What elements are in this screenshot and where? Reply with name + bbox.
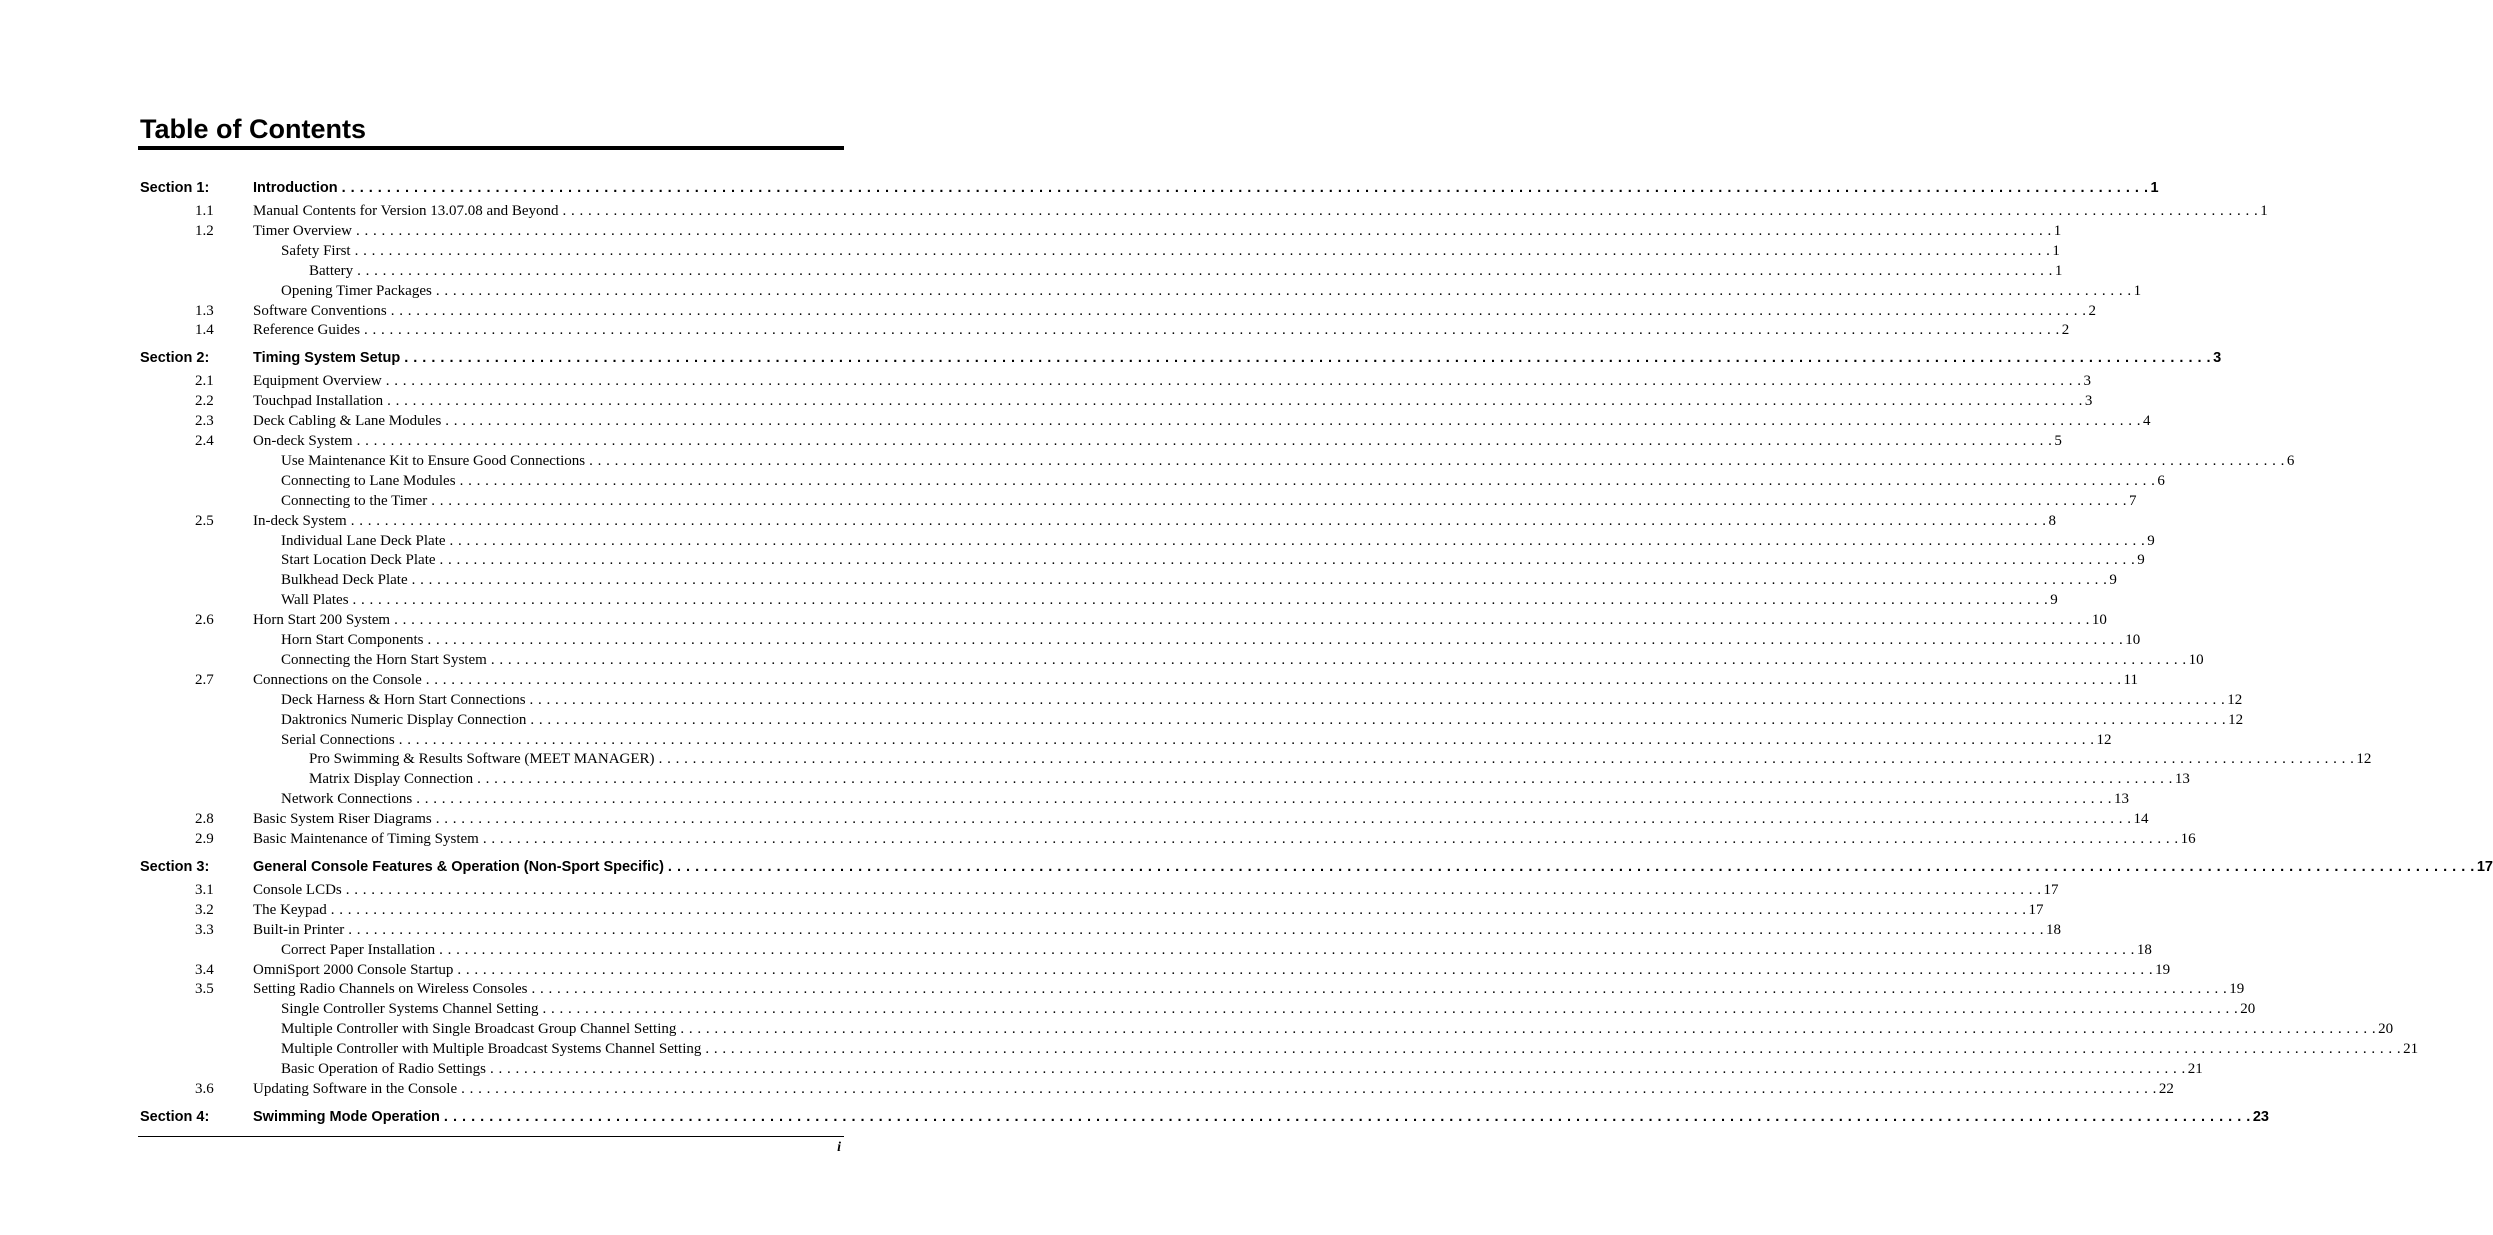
toc-section-title: Timing System Setup bbox=[253, 350, 401, 367]
page-number: i bbox=[837, 1140, 841, 1155]
toc-page-number: 5 bbox=[2054, 433, 2062, 449]
toc-entry-number: 2.7 bbox=[195, 671, 214, 688]
toc-section-number: Section 3: bbox=[140, 858, 210, 875]
dot-leader: . . . . . . . . . . . . . . . . . . . . . . . . . . . . . . . . . . . . . . . . . . . . . . . . . . . . . . . . . . . . . . . . . . . . . . . . . . . . . . . . . . . . . . . . . . . . . . . . . . . . . . . . . . . . . . . . . . . . . . . . . . . . . . . . . . . . . . . . . . . . . . . . . . . . . . . . . . . . . . . . . . . . . . . . . . . . . . . . . . . . . . . . . . . . . . . . . . . . . . . . bbox=[457, 961, 2154, 978]
toc-entry bbox=[281, 241, 2060, 261]
dot-leader: . . . . . . . . . . . . . . . . . . . . . . . . . . . . . . . . . . . . . . . . . . . . . . . . . . . . . . . . . . . . . . . . . . . . . . . . . . . . . . . . . . . . . . . . . . . . . . . . . . . . . . . . . . . . . . . . . . . . . . . . . . . . . . . . . . . . . . . . . . . . . . . . . . . . . . . . . . . . . . . . . . . . . . . . . . . . . . . . . . . . . . . . . . . . . . . . . . . . . . . . bbox=[477, 771, 2173, 788]
toc-entry-title: Connecting to the Timer bbox=[281, 492, 428, 509]
dot-leader: . . . . . . . . . . . . . . . . . . . . . . . . . . . . . . . . . . . . . . . . . . . . . . . . . . . . . . . . . . . . . . . . . . . . . . . . . . . . . . . . . . . . . . . . . . . . . . . . . . . . . . . . . . . . . . . . . . . . . . . . . . . . . . . . . . . . . . . . . . . . . . . . . . . . . . . . . . . . . . . . . . . . . . . . . . . . . . . . . . . . . . . . . . . . . . . . . . . . . . . . bbox=[531, 981, 2228, 998]
dot-leader: . . . . . . . . . . . . . . . . . . . . . . . . . . . . . . . . . . . . . . . . . . . . . . . . . . . . . . . . . . . . . . . . . . . . . . . . . . . . . . . . . . . . . . . . . . . . . . . . . . . . . . . . . . . . . . . . . . . . . . . . . . . . . . . . . . . . . . . . . . . . . . . . . . . . . . . . . . . . . . . . . . . . . . . . . . . . . . . . . . . . . . . . . . . . . . . . . . . . . . . . bbox=[411, 572, 2108, 589]
toc-entry-row[interactable] bbox=[0, 451, 2295, 471]
toc-page-number: 6 bbox=[2286, 452, 2295, 469]
dot-leader: . . . . . . . . . . . . . . . . . . . . . . . . . . . . . . . . . . . . . . . . . . . . . . . . . . . . . . . . . . . . . . . . . . . . . . . . . . . . . . . . . . . . . . . . . . . . . . . . . . . . . . . . . . . . . . . . . . . . . . . . . . . . . . . . . . . . . . . . . . . . . . . . . . . . . . . . . . . . . . . . . . . . . . . . . . . . . . . . . . . . . . . . . . . . . . . . . . . . . . . . bbox=[490, 651, 2187, 668]
toc-entry-title: Setting Radio Channels on Wireless Consoles bbox=[253, 981, 528, 998]
dot-leader: . . . . . . . . . . . . . . . . . . . . . . . . . . . . . . . . . . . . . . . . . . . . . . . . . . . . . . . . . . . . . . . . . . . . . . . . . . . . . . . . . . . . . . . . . . . . . . . . . . . . . . . . . . . . . . . . . . . . . . . . . . . . . . . . . . . . . . . . . . . . . . . . . . . . . . . . . . . . . . . . . . . . . . . . . . . . . . . . . . . . . . . . . . . . . . . . . . . . . . . . bbox=[416, 791, 2112, 808]
dot-leader: . . . . . . . . . . . . . . . . . . . . . . . . . . . . . . . . . . . . . . . . . . . . . . . . . . . . . . . . . . . . . . . . . . . . . . . . . . . . . . . . . . . . . . . . . . . . . . . . . . . . . . . . . . . . . . . . . . . . . . . . . . . . . . . . . . . . . . . . . . . . . . . . . . . . . . . . . . . . . . . . . . . . . . . . . . . . . . . . . . . . . . . . . . . . . . . . . . . . . . . . bbox=[330, 901, 2027, 918]
toc-section-title: Introduction bbox=[253, 180, 338, 196]
toc-entry bbox=[253, 201, 2268, 221]
toc-entry-number: 1.3 bbox=[195, 302, 214, 319]
toc-entry bbox=[309, 769, 2190, 789]
toc-entry-title: Equipment Overview bbox=[253, 373, 382, 390]
toc-entry-number: 3.4 bbox=[195, 961, 214, 978]
toc-entry bbox=[253, 391, 2093, 411]
toc-entry-title: Single Controller Systems Channel Setting bbox=[281, 1001, 539, 1018]
toc-entry bbox=[281, 690, 2243, 710]
toc-page-number: 3 bbox=[2084, 393, 2093, 410]
toc-entry bbox=[281, 471, 2165, 491]
toc-entry bbox=[253, 829, 2196, 849]
toc-entry-title: Individual Lane Deck Plate bbox=[281, 532, 446, 549]
toc-entry-title: Use Maintenance Kit to Ensure Good Connections bbox=[281, 452, 586, 469]
toc-entry-row[interactable] bbox=[0, 241, 2060, 261]
dot-leader: . . . . . . . . . . . . . . . . . . . . . . . . . . . . . . . . . . . . . . . . . . . . . . . . . . . . . . . . . . . . . . . . . . . . . . . . . . . . . . . . . . . . . . . . . . . . . . . . . . . . . . . . . . . . . . . . . . . . . . . . . . . . . . . . . . . . . . . . . . . . . . . . . . . . . . . . . . . . . . . . . . . . . . . . . . . . . . . . . . . . . . . . . . . . . . . . . . . . . . . . bbox=[461, 1080, 2157, 1097]
toc-section-number: Section 2: bbox=[140, 350, 210, 367]
toc-entry-title: Start Location Deck Plate bbox=[281, 552, 436, 569]
toc-entry-title: Correct Paper Installation bbox=[281, 941, 436, 958]
toc-entry bbox=[281, 491, 2137, 511]
toc-entry-row[interactable] bbox=[0, 411, 2151, 431]
toc-entry-number: 2.4 bbox=[195, 433, 214, 449]
toc-entry-title: Basic Operation of Radio Settings bbox=[281, 1061, 486, 1077]
dot-leader: . . . . . . . . . . . . . . . . . . . . . . . . . . . . . . . . . . . . . . . . . . . . . . . . . . . . . . . . . . . . . . . . . . . . . . . . . . . . . . . . . . . . . . . . . . . . . . . . . . . . . . . . . . . . . . . . . . . . . . . . . . . . . . . . . . . . . . . . . . . . . . . . . . . . . . . . . . . . . . . . . . . . . . . . . . . . . . . . . . . . . . . . . . . . . . . . . . . . . . . . bbox=[364, 322, 2060, 339]
toc-entry-row[interactable] bbox=[0, 940, 2152, 960]
dot-leader: . . . . . . . . . . . . . . . . . . . . . . . . . . . . . . . . . . . . . . . . . . . . . . . . . . . . . . . . . . . . . . . . . . . . . . . . . . . . . . . . . . . . . . . . . . . . . . . . . . . . . . . . . . . . . . . . . . . . . . . . . . . . . . . . . . . . . . . . . . . . . . . . . . . . . . . . . . . . . . . . . . . . . . . . . . . . . . . . . . . . . . . . . . . . . . . . . . . . . . . . bbox=[680, 1021, 2377, 1038]
toc-entry-row[interactable] bbox=[0, 531, 2155, 551]
toc-entry-title: OmniSport 2000 Console Startup bbox=[253, 961, 454, 978]
toc-entry-title: Timer Overview bbox=[253, 222, 353, 239]
toc-entry-row[interactable] bbox=[0, 1039, 2419, 1059]
toc-page-number: 19 bbox=[2155, 961, 2171, 978]
toc-entry-title: Deck Harness & Horn Start Connections bbox=[281, 691, 526, 708]
toc-entry bbox=[253, 900, 2044, 920]
toc-entry bbox=[253, 301, 2096, 321]
dot-leader: . . . . . . . . . . . . . . . . . . . . . . . . . . . . . . . . . . . . . . . . . . . . . . . . . . . . . . . . . . . . . . . . . . . . . . . . . . . . . . . . . . . . . . . . . . . . . . . . . . . . . . . . . . . . . . . . . . . . . . . . . . . . . . . . . . . . . . . . . . . . . . . . . . . . . . . . . . . . . . . . . . . . . . . . . . . . . . . . . . . . . . . . . . . . . . . . . . . . . . . . bbox=[542, 1001, 2239, 1018]
toc-entry-row[interactable] bbox=[0, 630, 2141, 650]
toc-page-number: 20 bbox=[2240, 1001, 2256, 1018]
toc-page-number: 4 bbox=[2143, 413, 2151, 430]
toc-entry-row[interactable] bbox=[0, 900, 2044, 920]
toc-entry-number: 3.6 bbox=[195, 1080, 214, 1097]
toc-page-number: 2 bbox=[2088, 302, 2096, 319]
toc-page-number: 10 bbox=[2091, 612, 2107, 629]
toc-entry-row[interactable] bbox=[0, 261, 2063, 281]
toc-entry-title: Connections on the Console bbox=[253, 671, 422, 688]
toc-entry bbox=[281, 531, 2155, 551]
toc-entry bbox=[281, 710, 2244, 730]
toc-entry bbox=[253, 348, 2222, 368]
dot-leader: . . . . . . . . . . . . . . . . . . . . . . . . . . . . . . . . . . . . . . . . . . . . . . . . . . . . . . . . . . . . . . . . . . . . . . . . . . . . . . . . . . . . . . . . . . . . . . . . . . . . . . . . . . . . . . . . . . . . . . . . . . . . . . . . . . . . . . . . . . . . . . . . . . . . . . . . . . . . . . . . . . . . . . . . . . . . . . . . . . . . . . . . . . . . . . . . . . . . . . . . bbox=[589, 452, 2285, 469]
toc-entry-row[interactable] bbox=[0, 610, 2107, 630]
dot-leader: . . . . . . . . . . . . . . . . . . . . . . . . . . . . . . . . . . . . . . . . . . . . . . . . . . . . . . . . . . . . . . . . . . . . . . . . . . . . . . . . . . . . . . . . . . . . . . . . . . . . . . . . . . . . . . . . . . . . . . . . . . . . . . . . . . . . . . . . . . . . . . . . . . . . . . . . . . . . . . . . . . . . . . . . . . . . . . . . . . . . . . . . . . . . . . . . . . . . . . . . bbox=[398, 731, 2095, 748]
toc-page-number: 3 bbox=[2213, 350, 2222, 367]
toc-entry bbox=[281, 789, 2129, 809]
toc-entry-row[interactable] bbox=[0, 1059, 2203, 1079]
toc-page-number: 9 bbox=[2050, 592, 2058, 609]
toc-entry-title: Bulkhead Deck Plate bbox=[281, 572, 408, 589]
toc-page-number: 7 bbox=[2129, 492, 2137, 509]
dot-leader: . . . . . . . . . . . . . . . . . . . . . . . . . . . . . . . . . . . . . . . . . . . . . . . . . . . . . . . . . . . . . . . . . . . . . . . . . . . . . . . . . . . . . . . . . . . . . . . . . . . . . . . . . . . . . . . . . . . . . . . . . . . . . . . . . . . . . . . . . . . . . . . . . . . . . . . . . . . . . . . . . . . . . . . . . . . . . . . . . . . . . . . . . . . . . . . . . . . . . . . . bbox=[394, 612, 2090, 629]
toc-entry-title: In-deck System bbox=[253, 512, 347, 529]
toc-entry-row[interactable] bbox=[0, 999, 2256, 1019]
toc-entry-row[interactable] bbox=[0, 710, 2244, 730]
toc-page-number: 18 bbox=[2046, 921, 2061, 938]
toc-entry-title: Serial Connections bbox=[281, 731, 395, 748]
dot-leader: . . . . . . . . . . . . . . . . . . . . . . . . . . . . . . . . . . . . . . . . . . . . . . . . . . . . . . . . . . . . . . . . . . . . . . . . . . . . . . . . . . . . . . . . . . . . . . . . . . . . . . . . . . . . . . . . . . . . . . . . . . . . . . . . . . . . . . . . . . . . . . . . . . . . . . . . . . . . . . . . . . . . . . . . . . . . . . . . . . . . . . . . . . . . . . . . . . . . . . . . bbox=[482, 831, 2179, 847]
toc-entry bbox=[281, 1019, 2394, 1039]
toc-entry bbox=[253, 920, 2061, 940]
dot-leader: . . . . . . . . . . . . . . . . . . . . . . . . . . . . . . . . . . . . . . . . . . . . . . . . . . . . . . . . . . . . . . . . . . . . . . . . . . . . . . . . . . . . . . . . . . . . . . . . . . . . . . . . . . . . . . . . . . . . . . . . . . . . . . . . . . . . . . . . . . . . . . . . . . . . . . . . . . . . . . . . . . . . . . . . . . . . . . . . . . . . . . . . . . . . . . . . . . . . . . . . bbox=[387, 393, 2083, 410]
dot-leader: . . . . . . . . . . . . . . . . . . . . . . . . . . . . . . . . . . . . . . . . . . . . . . . . . . . . . . . . . . . . . . . . . . . . . . . . . . . . . . . . . . . . . . . . . . . . . . . . . . . . . . . . . . . . . . . . . . . . . . . . . . . . . . . . . . . . . . . . . . . . . . . . . . . . . . . . . . . . . . . . . . . . . . . . . . . . . . . . . . . . . . . . . . . . . . . . . . . . . . . . bbox=[404, 350, 2212, 367]
dot-leader: . . . . . . . . . . . . . . . . . . . . . . . . . . . . . . . . . . . . . . . . . . . . . . . . . . . . . . . . . . . . . . . . . . . . . . . . . . . . . . . . . . . . . . . . . . . . . . . . . . . . . . . . . . . . . . . . . . . . . . . . . . . . . . . . . . . . . . . . . . . . . . . . . . . . . . . . . . . . . . . . . . . . . . . . . . . . . . . . . . . . . . . . . . . . . . . . . . . . . . . . bbox=[341, 180, 2149, 196]
toc-entry-row[interactable] bbox=[0, 730, 2112, 750]
toc-entry-number: 1.4 bbox=[195, 322, 214, 339]
toc-entry bbox=[253, 670, 2138, 690]
toc-page-number: 6 bbox=[2157, 472, 2165, 489]
toc-entry bbox=[281, 940, 2152, 960]
toc-entry-row[interactable] bbox=[0, 371, 2091, 391]
toc-entry-row[interactable] bbox=[0, 570, 2117, 590]
toc-entry-title: Matrix Display Connection bbox=[309, 771, 474, 788]
toc-page-number: 1 bbox=[2150, 180, 2159, 196]
dot-leader: . . . . . . . . . . . . . . . . . . . . . . . . . . . . . . . . . . . . . . . . . . . . . . . . . . . . . . . . . . . . . . . . . . . . . . . . . . . . . . . . . . . . . . . . . . . . . . . . . . . . . . . . . . . . . . . . . . . . . . . . . . . . . . . . . . . . . . . . . . . . . . . . . . . . . . . . . . . . . . . . . . . . . . . . . . . . . . . . . . . . . . . . . . . . . . . . . . . . . . . . bbox=[449, 532, 2146, 549]
toc-entry-title: Multiple Controller with Multiple Broadcast Systems Channel Setting bbox=[281, 1041, 702, 1058]
dot-leader: . . . . . . . . . . . . . . . . . . . . . . . . . . . . . . . . . . . . . . . . . . . . . . . . . . . . . . . . . . . . . . . . . . . . . . . . . . . . . . . . . . . . . . . . . . . . . . . . . . . . . . . . . . . . . . . . . . . . . . . . . . . . . . . . . . . . . . . . . . . . . . . . . . . . . . . . . . . . . . . . . . . . . . . . . . . . . . . . . . . . . . . . . . . . . . . . . . . . . . . . bbox=[667, 858, 2475, 875]
toc-page-number: 13 bbox=[2174, 771, 2190, 788]
toc-entry bbox=[281, 550, 2145, 570]
toc-entry-row[interactable] bbox=[0, 960, 2171, 980]
dot-leader: . . . . . . . . . . . . . . . . . . . . . . . . . . . . . . . . . . . . . . . . . . . . . . . . . . . . . . . . . . . . . . . . . . . . . . . . . . . . . . . . . . . . . . . . . . . . . . . . . . . . . . . . . . . . . . . . . . . . . . . . . . . . . . . . . . . . . . . . . . . . . . . . . . . . . . . . . . . . . . . . . . . . . . . . . . . . . . . . . . . . . . . . . . . . . . . . . . . . . . . . bbox=[459, 472, 2156, 489]
toc-entry bbox=[253, 880, 2059, 900]
toc-entry-number: 2.5 bbox=[195, 512, 214, 529]
toc-entry-title: Multiple Controller with Single Broadcast Group Channel Setting bbox=[281, 1021, 677, 1038]
toc-entry bbox=[281, 730, 2112, 750]
toc-entry-number: 3.5 bbox=[195, 981, 214, 998]
toc-entry-row[interactable] bbox=[0, 491, 2137, 511]
toc-entry-number: 2.8 bbox=[195, 811, 214, 828]
toc-entry-row[interactable] bbox=[0, 769, 2190, 789]
toc-page-number: 8 bbox=[2048, 512, 2056, 529]
toc-entry-row[interactable] bbox=[0, 920, 2061, 940]
toc-entry-title: Reference Guides bbox=[253, 322, 361, 339]
toc-entry bbox=[253, 511, 2056, 531]
dot-leader: . . . . . . . . . . . . . . . . . . . . . . . . . . . . . . . . . . . . . . . . . . . . . . . . . . . . . . . . . . . . . . . . . . . . . . . . . . . . . . . . . . . . . . . . . . . . . . . . . . . . . . . . . . . . . . . . . . . . . . . . . . . . . . . . . . . . . . . . . . . . . . . . . . . . . . . . . . . . . . . . . . . . . . . . . . . . . . . . . . . . . . . . . . . . . . . . . . . . . . . . bbox=[530, 711, 2227, 728]
dot-leader: . . . . . . . . . . . . . . . . . . . . . . . . . . . . . . . . . . . . . . . . . . . . . . . . . . . . . . . . . . . . . . . . . . . . . . . . . . . . . . . . . . . . . . . . . . . . . . . . . . . . . . . . . . . . . . . . . . . . . . . . . . . . . . . . . . . . . . . . . . . . . . . . . . . . . . . . . . . . . . . . . . . . . . . . . . . . . . . . . . . . . . . . . . . . . . . . . . . . . . . . bbox=[435, 282, 2132, 299]
toc-entry bbox=[253, 371, 2091, 391]
toc-page-number: 13 bbox=[2113, 791, 2129, 808]
dot-leader: . . . . . . . . . . . . . . . . . . . . . . . . . . . . . . . . . . . . . . . . . . . . . . . . . . . . . . . . . . . . . . . . . . . . . . . . . . . . . . . . . . . . . . . . . . . . . . . . . . . . . . . . . . . . . . . . . . . . . . . . . . . . . . . . . . . . . . . . . . . . . . . . . . . . . . . . . . . . . . . . . . . . . . . . . . . . . . . . . . . . . . . . . . . . . . . . . . . . . . . . bbox=[357, 262, 2053, 279]
toc-entry-number: 2.9 bbox=[195, 831, 214, 847]
toc-entry bbox=[281, 570, 2117, 590]
toc-page-number: 21 bbox=[2187, 1061, 2203, 1077]
toc-entry-row[interactable] bbox=[0, 670, 2138, 690]
toc-page-number: 17 bbox=[2028, 901, 2044, 918]
toc-entry-number: 3.3 bbox=[195, 921, 214, 938]
toc-entry-title: Horn Start 200 System bbox=[253, 612, 391, 629]
dot-leader: . . . . . . . . . . . . . . . . . . . . . . . . . . . . . . . . . . . . . . . . . . . . . . . . . . . . . . . . . . . . . . . . . . . . . . . . . . . . . . . . . . . . . . . . . . . . . . . . . . . . . . . . . . . . . . . . . . . . . . . . . . . . . . . . . . . . . . . . . . . . . . . . . . . . . . . . . . . . . . . . . . . . . . . . . . . . . . . . . . . . . . . . . . . . . . . . . . . . . . . . bbox=[705, 1041, 2402, 1058]
dot-leader: . . . . . . . . . . . . . . . . . . . . . . . . . . . . . . . . . . . . . . . . . . . . . . . . . . . . . . . . . . . . . . . . . . . . . . . . . . . . . . . . . . . . . . . . . . . . . . . . . . . . . . . . . . . . . . . . . . . . . . . . . . . . . . . . . . . . . . . . . . . . . . . . . . . . . . . . . . . . . . . . . . . . . . . . . . . . . . . . . . . . . . . . . . . . . . . . . . . . . . . . bbox=[529, 691, 2226, 708]
toc-entry-number: 1.2 bbox=[195, 222, 214, 239]
toc-page-number: 2 bbox=[2061, 322, 2070, 339]
toc-entry bbox=[281, 451, 2295, 471]
dot-leader: . . . . . . . . . . . . . . . . . . . . . . . . . . . . . . . . . . . . . . . . . . . . . . . . . . . . . . . . . . . . . . . . . . . . . . . . . . . . . . . . . . . . . . . . . . . . . . . . . . . . . . . . . . . . . . . . . . . . . . . . . . . . . . . . . . . . . . . . . . . . . . . . . . . . . . . . . . . . . . . . . . . . . . . . . . . . . . . . . . . . . . . . . . . . . . . . . . . . . . . . bbox=[345, 881, 2042, 898]
toc-entry-row[interactable] bbox=[0, 590, 2058, 610]
dot-leader: . . . . . . . . . . . . . . . . . . . . . . . . . . . . . . . . . . . . . . . . . . . . . . . . . . . . . . . . . . . . . . . . . . . . . . . . . . . . . . . . . . . . . . . . . . . . . . . . . . . . . . . . . . . . . . . . . . . . . . . . . . . . . . . . . . . . . . . . . . . . . . . . . . . . . . . . . . . . . . . . . . . . . . . . . . . . . . . . . . . . . . . . . . . . . . . . . . . . . . . . bbox=[443, 1108, 2251, 1125]
toc-entry bbox=[253, 610, 2107, 630]
toc-page-number: 18 bbox=[2136, 941, 2152, 958]
toc-section-row[interactable] bbox=[0, 178, 2159, 198]
toc-page-number: 10 bbox=[2188, 651, 2204, 668]
toc-page-number: 9 bbox=[2147, 532, 2155, 549]
toc-entry-row[interactable] bbox=[0, 221, 2062, 241]
dot-leader: . . . . . . . . . . . . . . . . . . . . . . . . . . . . . . . . . . . . . . . . . . . . . . . . . . . . . . . . . . . . . . . . . . . . . . . . . . . . . . . . . . . . . . . . . . . . . . . . . . . . . . . . . . . . . . . . . . . . . . . . . . . . . . . . . . . . . . . . . . . . . . . . . . . . . . . . . . . . . . . . . . . . . . . . . . . . . . . . . . . . . . . . . . . . . . . . . . . . . . . . bbox=[445, 413, 2142, 430]
toc-entry-number: 2.1 bbox=[195, 373, 214, 390]
toc-entry-title: Updating Software in the Console bbox=[253, 1080, 458, 1097]
toc-section-number: Section 4: bbox=[140, 1108, 210, 1125]
toc-entry bbox=[253, 857, 2493, 877]
toc-entry-row[interactable] bbox=[0, 979, 2245, 999]
toc-entry-row[interactable] bbox=[0, 281, 2142, 301]
toc-entry bbox=[253, 979, 2245, 999]
toc-entry bbox=[253, 809, 2149, 829]
toc-entry bbox=[253, 411, 2151, 431]
dot-leader: . . . . . . . . . . . . . . . . . . . . . . . . . . . . . . . . . . . . . . . . . . . . . . . . . . . . . . . . . . . . . . . . . . . . . . . . . . . . . . . . . . . . . . . . . . . . . . . . . . . . . . . . . . . . . . . . . . . . . . . . . . . . . . . . . . . . . . . . . . . . . . . . . . . . . . . . . . . . . . . . . . . . . . . . . . . . . . . . . . . . . . . . . . . . . . . . . . . . . . . . bbox=[439, 552, 2136, 569]
toc-entry-title: The Keypad bbox=[253, 901, 327, 918]
toc-entry-row[interactable] bbox=[0, 749, 2372, 769]
toc-entry-row[interactable] bbox=[0, 471, 2165, 491]
toc-entry-row[interactable] bbox=[0, 809, 2149, 829]
toc-entry bbox=[253, 1107, 2269, 1127]
toc-page-number: 10 bbox=[2125, 632, 2141, 648]
toc-entry-row[interactable] bbox=[0, 829, 2196, 849]
toc-section-row[interactable] bbox=[0, 857, 2493, 877]
toc-entry-title: Basic Maintenance of Timing System bbox=[253, 831, 479, 847]
toc-entry-number: 2.6 bbox=[195, 612, 214, 629]
dot-leader: . . . . . . . . . . . . . . . . . . . . . . . . . . . . . . . . . . . . . . . . . . . . . . . . . . . . . . . . . . . . . . . . . . . . . . . . . . . . . . . . . . . . . . . . . . . . . . . . . . . . . . . . . . . . . . . . . . . . . . . . . . . . . . . . . . . . . . . . . . . . . . . . . . . . . . . . . . . . . . . . . . . . . . . . . . . . . . . . . . . . . . . . . . . . . . . . . . . . . . . . bbox=[350, 512, 2047, 529]
toc-entry-title: Opening Timer Packages bbox=[281, 282, 432, 299]
toc-page-number: 23 bbox=[2252, 1108, 2269, 1125]
dot-leader: . . . . . . . . . . . . . . . . . . . . . . . . . . . . . . . . . . . . . . . . . . . . . . . . . . . . . . . . . . . . . . . . . . . . . . . . . . . . . . . . . . . . . . . . . . . . . . . . . . . . . . . . . . . . . . . . . . . . . . . . . . . . . . . . . . . . . . . . . . . . . . . . . . . . . . . . . . . . . . . . . . . . . . . . . . . . . . . . . . . . . . . . . . . . . . . . . . . . . . . . bbox=[658, 751, 2355, 768]
title-rule bbox=[138, 146, 844, 150]
toc-entry-title: Daktronics Numeric Display Connection bbox=[281, 711, 527, 728]
toc-entry-row[interactable] bbox=[0, 201, 2268, 221]
toc-entry bbox=[309, 749, 2372, 769]
toc-entry bbox=[253, 431, 2062, 451]
dot-leader: . . . . . . . . . . . . . . . . . . . . . . . . . . . . . . . . . . . . . . . . . . . . . . . . . . . . . . . . . . . . . . . . . . . . . . . . . . . . . . . . . . . . . . . . . . . . . . . . . . . . . . . . . . . . . . . . . . . . . . . . . . . . . . . . . . . . . . . . . . . . . . . . . . . . . . . . . . . . . . . . . . . . . . . . . . . . . . . . . . . . . . . . . . . . . . . . . . . . . . . . bbox=[385, 373, 2082, 390]
dot-leader: . . . . . . . . . . . . . . . . . . . . . . . . . . . . . . . . . . . . . . . . . . . . . . . . . . . . . . . . . . . . . . . . . . . . . . . . . . . . . . . . . . . . . . . . . . . . . . . . . . . . . . . . . . . . . . . . . . . . . . . . . . . . . . . . . . . . . . . . . . . . . . . . . . . . . . . . . . . . . . . . . . . . . . . . . . . . . . . . . . . . . . . . . . . . . . . . . . . . . . . . bbox=[425, 671, 2122, 688]
dot-leader: . . . . . . . . . . . . . . . . . . . . . . . . . . . . . . . . . . . . . . . . . . . . . . . . . . . . . . . . . . . . . . . . . . . . . . . . . . . . . . . . . . . . . . . . . . . . . . . . . . . . . . . . . . . . . . . . . . . . . . . . . . . . . . . . . . . . . . . . . . . . . . . . . . . . . . . . . . . . . . . . . . . . . . . . . . . . . . . . . . . . . . . . . . . . . . . . . . . . . . . . bbox=[390, 302, 2087, 319]
toc-page-number: 1 bbox=[2053, 222, 2062, 239]
toc-entry-title: Wall Plates bbox=[281, 592, 349, 609]
toc-entry-number: 2.2 bbox=[195, 393, 214, 410]
toc-entry-row[interactable] bbox=[0, 301, 2096, 321]
toc-entry bbox=[281, 630, 2141, 650]
toc-entry bbox=[253, 178, 2159, 198]
dot-leader: . . . . . . . . . . . . . . . . . . . . . . . . . . . . . . . . . . . . . . . . . . . . . . . . . . . . . . . . . . . . . . . . . . . . . . . . . . . . . . . . . . . . . . . . . . . . . . . . . . . . . . . . . . . . . . . . . . . . . . . . . . . . . . . . . . . . . . . . . . . . . . . . . . . . . . . . . . . . . . . . . . . . . . . . . . . . . . . . . . . . . . . . . . . . . . . . . . . . . . . . bbox=[354, 242, 2051, 259]
toc-page-number: 16 bbox=[2180, 831, 2196, 847]
toc-entry-title: Connecting the Horn Start System bbox=[281, 651, 487, 668]
toc-section-row[interactable] bbox=[0, 348, 2222, 368]
toc-page-number: 9 bbox=[2109, 572, 2117, 589]
dot-leader: . . . . . . . . . . . . . . . . . . . . . . . . . . . . . . . . . . . . . . . . . . . . . . . . . . . . . . . . . . . . . . . . . . . . . . . . . . . . . . . . . . . . . . . . . . . . . . . . . . . . . . . . . . . . . . . . . . . . . . . . . . . . . . . . . . . . . . . . . . . . . . . . . . . . . . . . . . . . . . . . . . . . . . . . . . . . . . . . . . . . . . . . . . . . . . . . . . . . . . . . bbox=[356, 222, 2052, 239]
toc-entry-number: 1.1 bbox=[195, 203, 214, 219]
toc-entry-row[interactable] bbox=[0, 1019, 2394, 1039]
toc-page-number: 1 bbox=[2052, 242, 2060, 259]
toc-page-number: 20 bbox=[2378, 1021, 2394, 1038]
toc-entry-number: 2.3 bbox=[195, 413, 214, 430]
toc-entry-row[interactable] bbox=[0, 1079, 2174, 1099]
toc-entry-title: Touchpad Installation bbox=[253, 393, 384, 410]
toc-page-number: 21 bbox=[2403, 1041, 2419, 1058]
toc-entry-title: Built-in Printer bbox=[253, 921, 345, 938]
toc-page-number: 1 bbox=[2054, 262, 2063, 279]
toc-entry bbox=[253, 1079, 2174, 1099]
dot-leader: . . . . . . . . . . . . . . . . . . . . . . . . . . . . . . . . . . . . . . . . . . . . . . . . . . . . . . . . . . . . . . . . . . . . . . . . . . . . . . . . . . . . . . . . . . . . . . . . . . . . . . . . . . . . . . . . . . . . . . . . . . . . . . . . . . . . . . . . . . . . . . . . . . . . . . . . . . . . . . . . . . . . . . . . . . . . . . . . . . . . . . . . . . . . . . . . . . . . . . . . bbox=[489, 1061, 2186, 1077]
toc-page-number: 12 bbox=[2228, 711, 2244, 728]
toc-entry bbox=[281, 590, 2058, 610]
toc-entry bbox=[281, 281, 2142, 301]
toc-entry-title: Basic System Riser Diagrams bbox=[253, 811, 432, 828]
dot-leader: . . . . . . . . . . . . . . . . . . . . . . . . . . . . . . . . . . . . . . . . . . . . . . . . . . . . . . . . . . . . . . . . . . . . . . . . . . . . . . . . . . . . . . . . . . . . . . . . . . . . . . . . . . . . . . . . . . . . . . . . . . . . . . . . . . . . . . . . . . . . . . . . . . . . . . . . . . . . . . . . . . . . . . . . . . . . . . . . . . . . . . . . . . . . . . . . . . . . . . . . bbox=[352, 592, 2049, 609]
footer-rule bbox=[138, 1136, 844, 1137]
toc-page-number: 12 bbox=[2356, 751, 2372, 768]
toc-page-number: 12 bbox=[2227, 691, 2243, 708]
toc-page-number: 12 bbox=[2096, 731, 2112, 748]
toc-section-number: Section 1: bbox=[140, 180, 210, 196]
toc-entry-row[interactable] bbox=[0, 650, 2204, 670]
toc-page-number: 17 bbox=[2043, 881, 2059, 898]
dot-leader: . . . . . . . . . . . . . . . . . . . . . . . . . . . . . . . . . . . . . . . . . . . . . . . . . . . . . . . . . . . . . . . . . . . . . . . . . . . . . . . . . . . . . . . . . . . . . . . . . . . . . . . . . . . . . . . . . . . . . . . . . . . . . . . . . . . . . . . . . . . . . . . . . . . . . . . . . . . . . . . . . . . . . . . . . . . . . . . . . . . . . . . . . . . . . . . . . . . . . . . . bbox=[439, 941, 2135, 958]
dot-leader: . . . . . . . . . . . . . . . . . . . . . . . . . . . . . . . . . . . . . . . . . . . . . . . . . . . . . . . . . . . . . . . . . . . . . . . . . . . . . . . . . . . . . . . . . . . . . . . . . . . . . . . . . . . . . . . . . . . . . . . . . . . . . . . . . . . . . . . . . . . . . . . . . . . . . . . . . . . . . . . . . . . . . . . . . . . . . . . . . . . . . . . . . . . . . . . . . . . . . . . . bbox=[348, 921, 2044, 938]
toc-page-number: 3 bbox=[2083, 373, 2091, 390]
toc-entry-title: Horn Start Components bbox=[281, 632, 424, 648]
toc-entry-title: Manual Contents for Version 13.07.08 and Beyond bbox=[253, 203, 559, 219]
dot-leader: . . . . . . . . . . . . . . . . . . . . . . . . . . . . . . . . . . . . . . . . . . . . . . . . . . . . . . . . . . . . . . . . . . . . . . . . . . . . . . . . . . . . . . . . . . . . . . . . . . . . . . . . . . . . . . . . . . . . . . . . . . . . . . . . . . . . . . . . . . . . . . . . . . . . . . . . . . . . . . . . . . . . . . . . . . . . . . . . . . . . . . . . . . . . . . . . . . . . . . . . bbox=[356, 433, 2053, 449]
toc-entry-title: Console LCDs bbox=[253, 881, 342, 898]
dot-leader: . . . . . . . . . . . . . . . . . . . . . . . . . . . . . . . . . . . . . . . . . . . . . . . . . . . . . . . . . . . . . . . . . . . . . . . . . . . . . . . . . . . . . . . . . . . . . . . . . . . . . . . . . . . . . . . . . . . . . . . . . . . . . . . . . . . . . . . . . . . . . . . . . . . . . . . . . . . . . . . . . . . . . . . . . . . . . . . . . . . . . . . . . . . . . . . . . . . . . . . . bbox=[435, 811, 2132, 828]
toc-page-number: 22 bbox=[2158, 1080, 2174, 1097]
toc-entry-title: On-deck System bbox=[253, 433, 353, 449]
toc-entry-title: Battery bbox=[309, 262, 354, 279]
toc-entry-row[interactable] bbox=[0, 880, 2059, 900]
toc-entry bbox=[281, 1059, 2203, 1079]
dot-leader: . . . . . . . . . . . . . . . . . . . . . . . . . . . . . . . . . . . . . . . . . . . . . . . . . . . . . . . . . . . . . . . . . . . . . . . . . . . . . . . . . . . . . . . . . . . . . . . . . . . . . . . . . . . . . . . . . . . . . . . . . . . . . . . . . . . . . . . . . . . . . . . . . . . . . . . . . . . . . . . . . . . . . . . . . . . . . . . . . . . . . . . . . . . . . . . . . . . . . . . . bbox=[427, 632, 2124, 648]
toc-page-number: 19 bbox=[2229, 981, 2245, 998]
toc-entry bbox=[253, 221, 2062, 241]
toc-entry-title: Network Connections bbox=[281, 791, 413, 808]
toc-section-row[interactable] bbox=[0, 1107, 2269, 1127]
toc-entry bbox=[281, 1039, 2419, 1059]
toc-page-number: 11 bbox=[2123, 671, 2138, 688]
toc-entry-row[interactable] bbox=[0, 690, 2243, 710]
toc-entry bbox=[253, 960, 2171, 980]
toc-entry-number: 3.1 bbox=[195, 881, 214, 898]
toc-entry-row[interactable] bbox=[0, 431, 2062, 451]
toc-entry-row[interactable] bbox=[0, 391, 2093, 411]
toc-entry bbox=[253, 320, 2070, 340]
toc-entry-title: Safety First bbox=[281, 242, 351, 259]
toc-entry-title: Software Conventions bbox=[253, 302, 387, 319]
toc-entry-row[interactable] bbox=[0, 789, 2129, 809]
toc-page-number: 17 bbox=[2476, 858, 2493, 875]
toc-section-title: Swimming Mode Operation bbox=[253, 1108, 440, 1125]
toc-section-title: General Console Features & Operation (Non-Sport Specific) bbox=[253, 858, 664, 875]
toc-entry-number: 3.2 bbox=[195, 901, 214, 918]
toc-entry bbox=[281, 650, 2204, 670]
toc-entry-title: Connecting to Lane Modules bbox=[281, 472, 456, 489]
toc-entry bbox=[309, 261, 2063, 281]
toc-page-number: 9 bbox=[2137, 552, 2145, 569]
dot-leader: . . . . . . . . . . . . . . . . . . . . . . . . . . . . . . . . . . . . . . . . . . . . . . . . . . . . . . . . . . . . . . . . . . . . . . . . . . . . . . . . . . . . . . . . . . . . . . . . . . . . . . . . . . . . . . . . . . . . . . . . . . . . . . . . . . . . . . . . . . . . . . . . . . . . . . . . . . . . . . . . . . . . . . . . . . . . . . . . . . . . . . . . . . . . . . . . . . . . . . . . bbox=[562, 203, 2259, 219]
toc-page-number: 14 bbox=[2133, 811, 2149, 828]
toc-entry-row[interactable] bbox=[0, 550, 2145, 570]
dot-leader: . . . . . . . . . . . . . . . . . . . . . . . . . . . . . . . . . . . . . . . . . . . . . . . . . . . . . . . . . . . . . . . . . . . . . . . . . . . . . . . . . . . . . . . . . . . . . . . . . . . . . . . . . . . . . . . . . . . . . . . . . . . . . . . . . . . . . . . . . . . . . . . . . . . . . . . . . . . . . . . . . . . . . . . . . . . . . . . . . . . . . . . . . . . . . . . . . . . . . . . . bbox=[431, 492, 2127, 509]
toc-page-number: 1 bbox=[2133, 282, 2142, 299]
toc-page-number: 1 bbox=[2260, 203, 2268, 219]
toc-entry-title: Deck Cabling & Lane Modules bbox=[253, 413, 442, 430]
toc-entry bbox=[281, 999, 2256, 1019]
toc-entry-row[interactable] bbox=[0, 320, 2070, 340]
toc-entry-row[interactable] bbox=[0, 511, 2056, 531]
page-title: Table of Contents bbox=[140, 114, 366, 144]
toc-entry-title: Pro Swimming & Results Software (MEET MANAGER) bbox=[309, 751, 655, 768]
